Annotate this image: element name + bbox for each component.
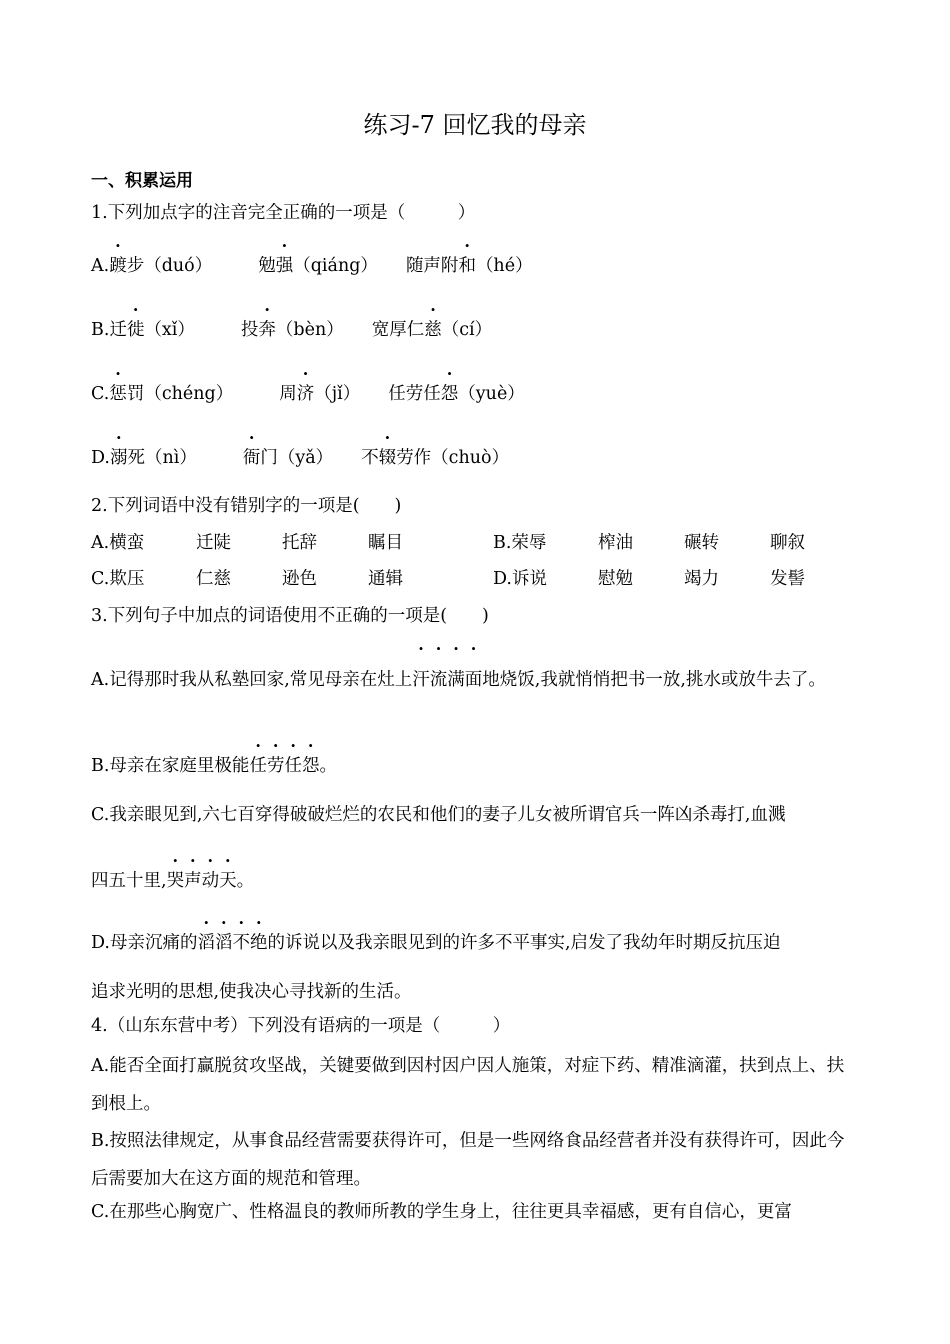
emphasis-char: 流 [429, 670, 448, 690]
emphasis-char: 满 [447, 670, 465, 690]
word-cell: 榨油 [598, 533, 633, 553]
option-c-item-1: C.惩罚（chéng） [91, 381, 233, 407]
question-1-option-a [91, 253, 533, 279]
emphasis-char: 滔 [197, 933, 215, 953]
emphasis-char: 和 [458, 256, 476, 276]
emphasis-char: 踱 [109, 256, 127, 276]
question-3-option-d-line-1: D.母亲沉痛的滔滔不绝的诉说以及我亲眼见到的许多不平事实,启发了我幼年时期反抗压迫 [91, 930, 781, 956]
question-3-option-d-line-2: 追求光明的思想,使我决心寻找新的生活。 [91, 982, 412, 1002]
emphasis-char: 怨 [301, 756, 320, 776]
option-d-item-3: 不辍劳作（chuò） [361, 445, 509, 471]
emphasis-char: 溺 [109, 448, 128, 468]
option-c-item-2: 周济（jǐ） [279, 381, 360, 407]
option-a-item-2: 勉强（qiáng） [258, 253, 378, 279]
emphasis-char: 强 [275, 256, 294, 276]
option-a-item-1: A.踱步（duó） [91, 253, 212, 279]
word-cell: 碾转 [684, 533, 719, 553]
option-a-item-3: 随声附和（hé） [406, 253, 533, 279]
word-cell: B.荣辱 [493, 533, 547, 553]
question-3-option-c-line-1: C.我亲眼见到,六七百穿得破破烂烂的农民和他们的妻子儿女被所谓官兵一阵凶杀毒打,血溅 [91, 805, 786, 825]
question-1-option-d [91, 445, 509, 471]
question-4-option-b: B.按照法律规定，从事食品经营需要获得许可，但是一些网络食品经营者并没有获得许可，因此今后需要加大在这方面的规范和管理。 [91, 1131, 845, 1189]
word-cell: 逊色 [282, 569, 317, 589]
question-2-stem: 2.下列词语中没有错别字的一项是( ) [91, 496, 402, 516]
question-3-option-a: A.记得那时我从私塾回家,常见母亲在灶上汗流满面地烧饭,我就悄悄把书一放,挑水或放牛去了。 [91, 656, 861, 704]
word-cell: D.诉说 [493, 569, 547, 589]
option-d-item-1: D.溺死（nì） [91, 445, 197, 471]
emphasis-char: 动 [201, 871, 220, 891]
word-cell: 聊叙 [770, 533, 805, 553]
question-4-stem: 4.（山东东营中考）下列没有语病的一项是（ ） [91, 1016, 511, 1036]
emphasis-char: 任 [284, 756, 302, 776]
question-3-option-c-line-2: 四五十里,哭声动天。 [91, 868, 254, 894]
question-1-option-b [91, 317, 492, 343]
word-cell: 通辑 [368, 569, 403, 589]
page-title: 练习-7 回忆我的母亲 [363, 111, 587, 139]
question-4-option-c: C.在那些心胸宽广、性格温良的教师所教的学生身上，往往更具幸福感，更有自信心，更富 [91, 1202, 792, 1222]
option-b-item-2: 投奔（bèn） [241, 317, 344, 343]
word-cell: 迁陡 [196, 533, 231, 553]
emphasis-char: 济 [296, 384, 315, 404]
emphasis-char: 奔 [258, 320, 276, 340]
question-3-stem: 3.下列句子中加点的词语使用不正确的一项是( ) [91, 606, 489, 626]
emphasis-char: 慈 [424, 320, 442, 340]
option-b-item-3: 宽厚仁慈（cí） [372, 317, 492, 343]
word-cell: 慰勉 [598, 569, 633, 589]
emphasis-char: 汗 [412, 670, 430, 690]
emphasis-char: 辍 [378, 448, 397, 468]
word-cell: 发髻 [770, 569, 805, 589]
emphasis-char: 天 [219, 871, 237, 891]
emphasis-char: 惩 [109, 384, 127, 404]
word-cell: C.欺压 [91, 569, 145, 589]
emphasis-char: 徙 [126, 320, 145, 340]
question-1-option-c [91, 381, 525, 407]
emphasis-char: 哭 [166, 871, 185, 891]
emphasis-char: 怨 [440, 384, 459, 404]
question-1-stem: 1.下列加点字的注音完全正确的一项是（ ） [91, 203, 476, 223]
option-d-item-2: 衙门（yǎ） [243, 445, 333, 471]
option-b-item-1: B.迁徙（xǐ） [91, 317, 195, 343]
emphasis-char: 任 [249, 756, 267, 776]
question-3-option-b: B.母亲在家庭里极能任劳任怨。 [91, 753, 337, 779]
section-heading: 一、积累运用 [91, 171, 193, 191]
word-cell: 仁慈 [196, 569, 231, 589]
word-cell: 瞩目 [368, 533, 403, 553]
emphasis-char: 绝 [249, 933, 268, 953]
option-c-item-3: 任劳任怨（yuè） [388, 381, 525, 407]
emphasis-char: 不 [232, 933, 250, 953]
emphasis-char: 劳 [266, 756, 285, 776]
question-4-option-a: A.能否全面打赢脱贫攻坚战，关键要做到因村因户因人施策，对症下药、精准滴灌，扶到点上、扶到根上。 [91, 1056, 845, 1114]
emphasis-char: 滔 [214, 933, 233, 953]
word-cell: 竭力 [684, 569, 719, 589]
emphasis-char: 声 [184, 871, 202, 891]
emphasis-char: 面 [464, 670, 483, 690]
word-cell: 托辞 [282, 533, 317, 553]
emphasis-char: 衙 [242, 448, 261, 468]
word-cell: A.横蛮 [91, 533, 145, 553]
